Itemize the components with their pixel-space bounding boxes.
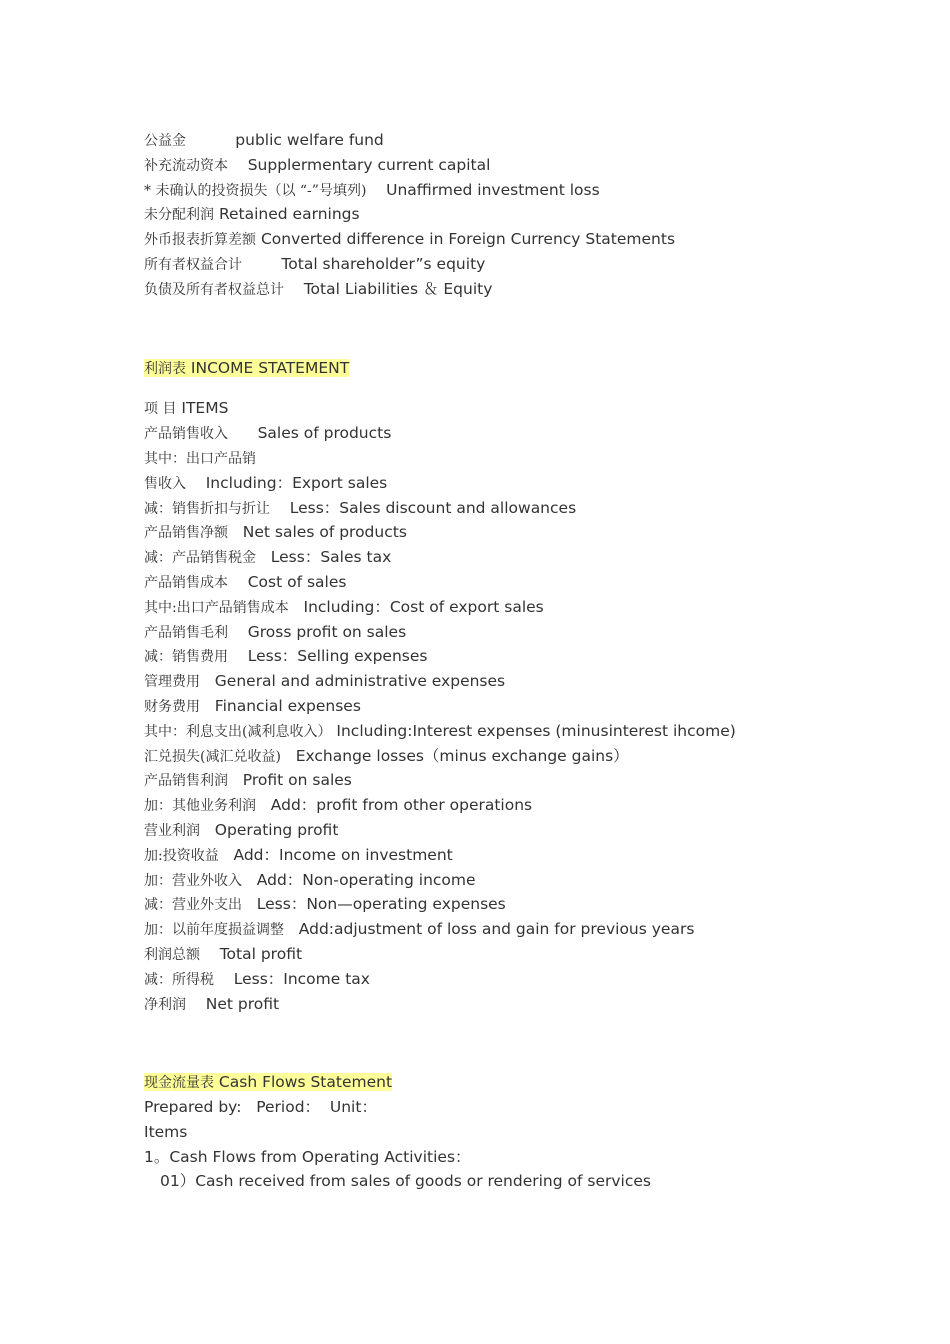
term-chinese: 售收入 [144,475,186,492]
term-chinese: * 未确认的投资损失（以 “-”号填列) [144,182,367,199]
term-spacer [228,523,243,541]
term-chinese: 利润总额 [144,946,200,963]
heading-english: Cash Flows Statement [214,1073,393,1092]
term-line [144,570,844,595]
term-chinese: 减：所得税 [144,971,214,988]
term-spacer [186,474,206,492]
term-chinese: 减：营业外支出 [144,897,242,914]
term-english: ITEMS [181,399,229,418]
term-english: Total shareholder”s equity [281,254,486,273]
term-spacer [200,672,215,690]
term-chinese: 其中:出口产品销售成本 [144,599,289,616]
term-english: Cost of sales [247,572,347,591]
term-chinese: 加:投资收益 [144,847,219,864]
term-chinese: 所有者权益合计 [144,256,242,273]
term-line [144,421,844,446]
term-chinese: 汇兑损失(减汇兑收益) [144,748,281,765]
operating-activities-line: 1。Cash Flows from Operating Activities： [144,1147,471,1166]
term-line [144,644,844,669]
term-chinese: 未分配利润 [144,207,214,224]
term-chinese: 补充流动资本 [144,157,228,174]
term-line [144,892,844,917]
term-english: Total Liabilities ＆ Equity [303,279,493,298]
term-spacer [228,156,248,174]
cash-flows-heading [144,1070,844,1095]
term-english: Profit on sales [242,771,352,790]
term-chinese: 公益金 [144,133,186,149]
term-english: Exchange losses（minus exchange gains） [295,746,629,765]
balance-sheet-tail [144,128,844,302]
term-chinese: 减：销售折扣与折让 [144,500,270,517]
term-english: Add：profit from other operations [270,796,533,815]
term-chinese: 项 目 [144,401,177,418]
term-line [144,768,844,793]
term-line [144,595,844,620]
term-spacer [200,697,215,715]
term-spacer [200,821,215,839]
document-page [144,128,844,1194]
term-english: Sales of products [257,424,392,443]
term-chinese: 负债及所有者权益总计 [144,281,284,298]
heading-chinese: 利润表 [144,360,186,377]
term-english: Net sales of products [242,523,407,542]
term-spacer [242,255,281,273]
term-spacer [228,771,243,789]
term-line [144,967,844,992]
term-line [144,992,844,1017]
term-english: Supplermentary current capital [247,155,491,174]
term-spacer [289,598,304,616]
term-line [144,496,844,521]
term-english: Add:adjustment of loss and gain for previous years [298,920,695,939]
term-english: Including:Interest expenses (minusinterest ihcome) [336,721,736,740]
term-line [144,396,844,421]
highlighted-heading [144,359,349,377]
term-spacer [228,647,248,665]
term-chinese: 减：产品销售税金 [144,550,256,567]
term-line [144,868,844,893]
term-english: Less：Selling expenses [247,647,428,666]
term-spacer [366,181,386,199]
section-gap [144,302,844,356]
term-line [144,202,844,227]
term-english: Gross profit on sales [247,622,407,641]
heading-chinese: 现金流量表 [144,1075,214,1092]
term-line [144,446,844,471]
term-chinese: 减：销售费用 [144,649,228,666]
term-spacer [186,131,235,149]
term-line [144,277,844,302]
term-spacer [281,747,296,765]
income-statement-heading [144,356,844,381]
term-chinese: 财务费用 [144,698,200,715]
cash-flows-lines [144,1095,844,1194]
term-english: Add：Non-operating income [256,870,476,889]
term-line [144,942,844,967]
term-spacer [186,995,206,1013]
prepared-by-line: Prepared by: Period： Unit： [144,1098,377,1117]
term-line [144,744,844,769]
term-spacer [228,424,258,442]
term-english: Including：Cost of export sales [303,597,544,616]
term-line [144,620,844,645]
term-chinese: 加：其他业务利润 [144,798,256,815]
term-english: Unaffirmed investment loss [386,180,600,199]
term-chinese: 净利润 [144,996,186,1013]
term-line [144,818,844,843]
term-spacer [214,970,234,988]
term-english: Converted difference in Foreign Currency Statements [260,230,676,249]
term-english: Less：Income tax [233,969,370,988]
highlighted-heading [144,1073,392,1091]
term-line [144,669,844,694]
term-english: Operating profit [214,820,339,839]
term-chinese: 加：以前年度损益调整 [144,922,284,939]
term-english: Total profit [219,944,303,963]
term-spacer [228,573,248,591]
term-spacer [228,623,248,641]
items-label: Items [144,1122,188,1141]
term-line [144,545,844,570]
section-gap [144,1016,844,1070]
income-statement-items [144,396,844,1016]
term-line [144,719,844,744]
term-spacer [284,920,299,938]
term-line [144,128,844,153]
term-line [144,252,844,277]
term-line [144,471,844,496]
section-gap [144,380,844,396]
term-english: Retained earnings [218,205,360,224]
term-chinese: 其中：利息支出(减利息收入） [144,723,332,740]
term-line [144,793,844,818]
term-chinese: 产品销售净额 [144,525,228,542]
term-spacer [256,548,271,566]
term-spacer [242,895,257,913]
term-chinese: 产品销售利润 [144,773,228,790]
term-chinese: 产品销售毛利 [144,624,228,641]
term-line [144,520,844,545]
term-line [144,227,844,252]
term-english: Less：Sales tax [270,548,392,567]
term-line [144,917,844,942]
term-english: General and administrative expenses [214,672,506,691]
term-line [144,843,844,868]
term-line [144,694,844,719]
term-english: Less：Sales discount and allowances [289,498,577,517]
term-spacer [284,280,304,298]
term-spacer [256,796,271,814]
term-chinese: 产品销售成本 [144,574,228,591]
cash-received-line: 01）Cash received from sales of goods or rendering of services [160,1172,651,1191]
term-chinese: 营业利润 [144,822,200,839]
term-english: Net profit [205,994,280,1013]
term-english: Less：Non—operating expenses [256,895,506,914]
term-english: Financial expenses [214,696,361,715]
heading-english: INCOME STATEMENT [186,358,350,377]
term-chinese: 外币报表折算差额 [144,232,256,249]
term-spacer [219,846,234,864]
term-chinese: 其中：出口产品销 [144,450,256,467]
term-english: public welfare fund [235,131,384,149]
term-line [144,178,844,203]
term-chinese: 管理费用 [144,674,200,691]
term-chinese: 加：营业外收入 [144,872,242,889]
term-spacer [242,871,257,889]
term-english: Including：Export sales [205,473,388,492]
term-english: Add：Income on investment [233,845,453,864]
term-spacer [270,499,290,517]
term-line [144,153,844,178]
term-spacer [200,945,220,963]
term-chinese: 产品销售收入 [144,426,228,443]
